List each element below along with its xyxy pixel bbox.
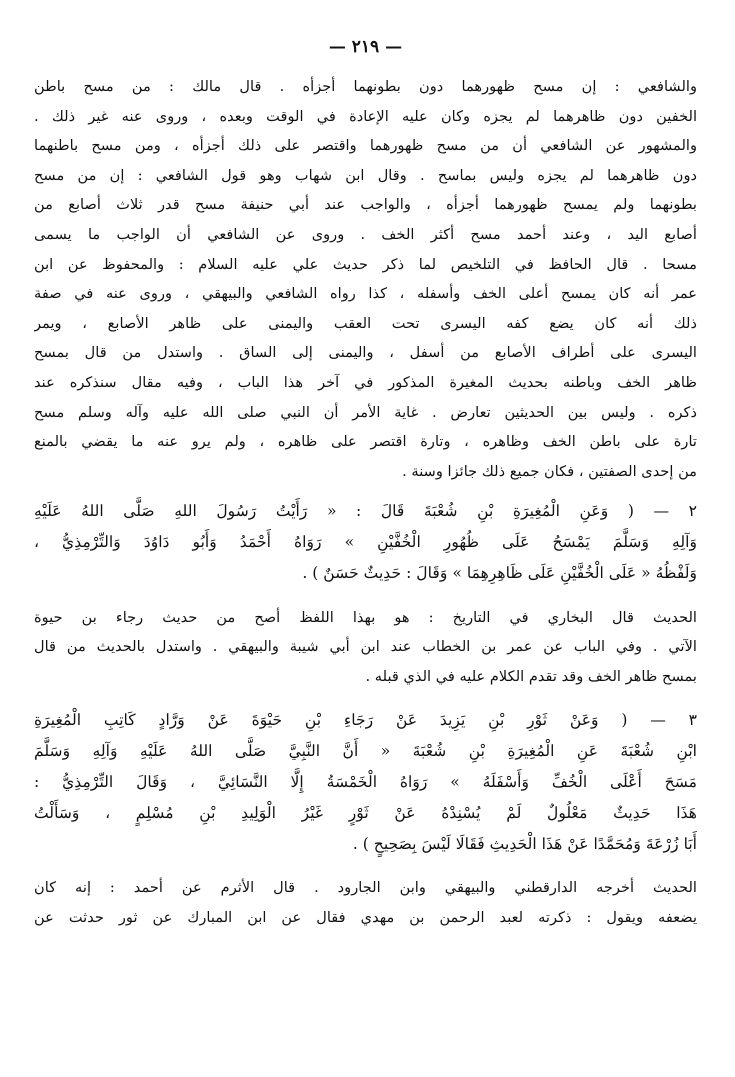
hadith-line: وَلَفْظُهُ « عَلَى الْخُفَّيْنِ عَلَى ظَاهِرِهِمَا » وَقَالَ : حَدِيثٌ حَسَنٌ ) . xyxy=(302,563,697,582)
text-line: الآتي . وفي الباب عن عمر بن الخطاب عند ابن أبي شيبة والبيهقي . واستدل بالحديث من قال xyxy=(34,638,697,656)
commentary-paragraph-3 xyxy=(34,873,697,932)
hadith-line: أَبَا زُرْعَةَ وَمُحَمَّدًا عَنْ هَذَا الْحَدِيثِ فَقَالَا لَيْسَ بِصَحِيحٍ ) . xyxy=(352,834,697,853)
text-line: عمر أنه كان يمسح أعلى الخف وأسفله ، كذا رواه الشافعي والبيهقي ، وروى عنه في صفة xyxy=(34,285,697,303)
hadith-paragraph-3 xyxy=(34,705,697,859)
spacer xyxy=(34,589,697,603)
commentary-paragraph-2 xyxy=(34,603,697,692)
text-line: والمشهور عن الشافعي أن من مسح ظهورهما واقتصر على ذلك أجزأه ، ومن مسح باطنهما xyxy=(34,137,697,155)
text-line: أصابع اليد ، وعند أحمد مسح أكثر الخف . وروى عن الشافعي أن الواجب ما يسمى xyxy=(34,225,697,243)
text-line: والشافعي : إن مسح ظهورهما دون بطونهما أجزأه . قال مالك : من مسح باطن xyxy=(34,78,697,95)
text-line: الحديث أخرجه الدارقطني والبيهقي وابن الجارود . قال الأثرم عن أحمد : إنه كان xyxy=(34,879,697,897)
text-line: ذلك أنه كان يضع كفه اليسرى تحت العقب واليمنى على ظاهر الأصابع ، ويمر xyxy=(34,314,697,332)
text-line: ظاهر الخف وباطنه بحديث المغيرة المذكور في آخر هذا الباب ، وفيه مقال سنذكره عند xyxy=(34,373,697,391)
hadith-line: ابْنِ شُعْبَةَ عَنِ الْمُغِيرَةِ بْنِ شُعْبَةَ « أَنَّ النَّبِيَّ صَلَّى اللهُ عَلَيْهِ وَآلِهِ وَسَلَّمَ xyxy=(34,742,697,761)
hadith-line: ٢ — ( وَعَنِ الْمُغِيرَةِ بْنِ شُعْبَةَ قَالَ : « رَأَيْتُ رَسُولَ اللهِ صَلَّى اللهُ عَلَيْهِ xyxy=(34,502,697,521)
hadith-line: هَذَا حَدِيثٌ مَعْلُولٌ لَمْ يُسْنِدْهُ عَنْ ثَوْرٍ غَيْرُ الْوَلِيدِ بْنِ مُسْلِمٍ ، وَسَأَلْتُ xyxy=(34,803,697,822)
text-line: تارة على باطن الخف وظاهره ، وتارة اقتصر على ظاهره ، ولم يرو عنه ما يقضي بالمنع xyxy=(34,433,697,451)
spacer xyxy=(34,859,697,873)
hadith-line: وَآلِهِ وَسَلَّمَ يَمْسَحُ عَلَى ظُهُورِ الْخُفَّيْنِ » رَوَاهُ أَحْمَدُ وَأَبُو دَاوُدَ وَالتِّرْمِذِيُّ ، xyxy=(34,533,697,552)
text-line: بمسح ظاهر الخف وقد تقدم الكلام عليه في الذي قبله . xyxy=(365,667,697,685)
hadith-line: ٣ — ( وَعَنْ ثَوْرِ بْنِ يَزِيدَ عَنْ رَجَاءِ بْنِ حَيْوَةَ عَنْ وَرَّادٍ كَاتِبِ الْمُغِيرَةِ xyxy=(34,711,697,730)
commentary-paragraph-1 xyxy=(34,72,697,486)
text-line: بطونهما ولم يمسح ظهورهما أجزأه ، والواجب عند أبي حنيفة مسح قدر ثلاث أصابع من xyxy=(34,196,697,214)
page-number: — ٢١٩ — xyxy=(328,37,403,57)
text-line: الحديث قال البخاري في التاريخ : هو بهذا اللفظ أصح من حديث رجاء بن حيوة xyxy=(34,608,697,626)
text-line: اليسرى على أطراف الأصابع من أسفل ، واليمنى إلى الساق . واستدل من قال بمسح xyxy=(34,344,697,362)
spacer xyxy=(34,691,697,705)
hadith-line: مَسَحَ أَعْلَى الْخُفِّ وَأَسْفَلَهُ » رَوَاهُ الْخَمْسَةُ إِلَّا النَّسَائِيَّ ، وَقَالَ التِّرْمِذِيُّ : xyxy=(34,773,697,792)
text-line: دون ظاهرهما لم يجزه وليس بماسح . وقال ابن شهاب وهو قول الشافعي : إن من مسح xyxy=(34,166,697,184)
text-line: يضعفه ويقول : ذكرته لعبد الرحمن بن مهدي فقال عن ابن المبارك عن ثور حدثت عن xyxy=(34,909,697,927)
text-line: الخفين دون ظاهرهما لم يجزه وكان عليه الإعادة في الوقت وبعده ، وروى عنه غير ذلك . xyxy=(34,107,697,125)
hadith-paragraph-2 xyxy=(34,496,697,588)
text-line: من إحدى الصفتين ، فكان جميع ذلك جائزا وسنة . xyxy=(402,462,697,480)
text-line: ذكره . وليس بين الحديثين تعارض . غاية الأمر أن النبي صلى الله عليه وآله وسلم مسح xyxy=(34,403,697,421)
spacer xyxy=(34,486,697,496)
text-line: مسحا . قال الحافظ في التلخيص لما ذكر حديث علي عليه السلام : والمحفوظ عن ابن xyxy=(34,255,697,273)
